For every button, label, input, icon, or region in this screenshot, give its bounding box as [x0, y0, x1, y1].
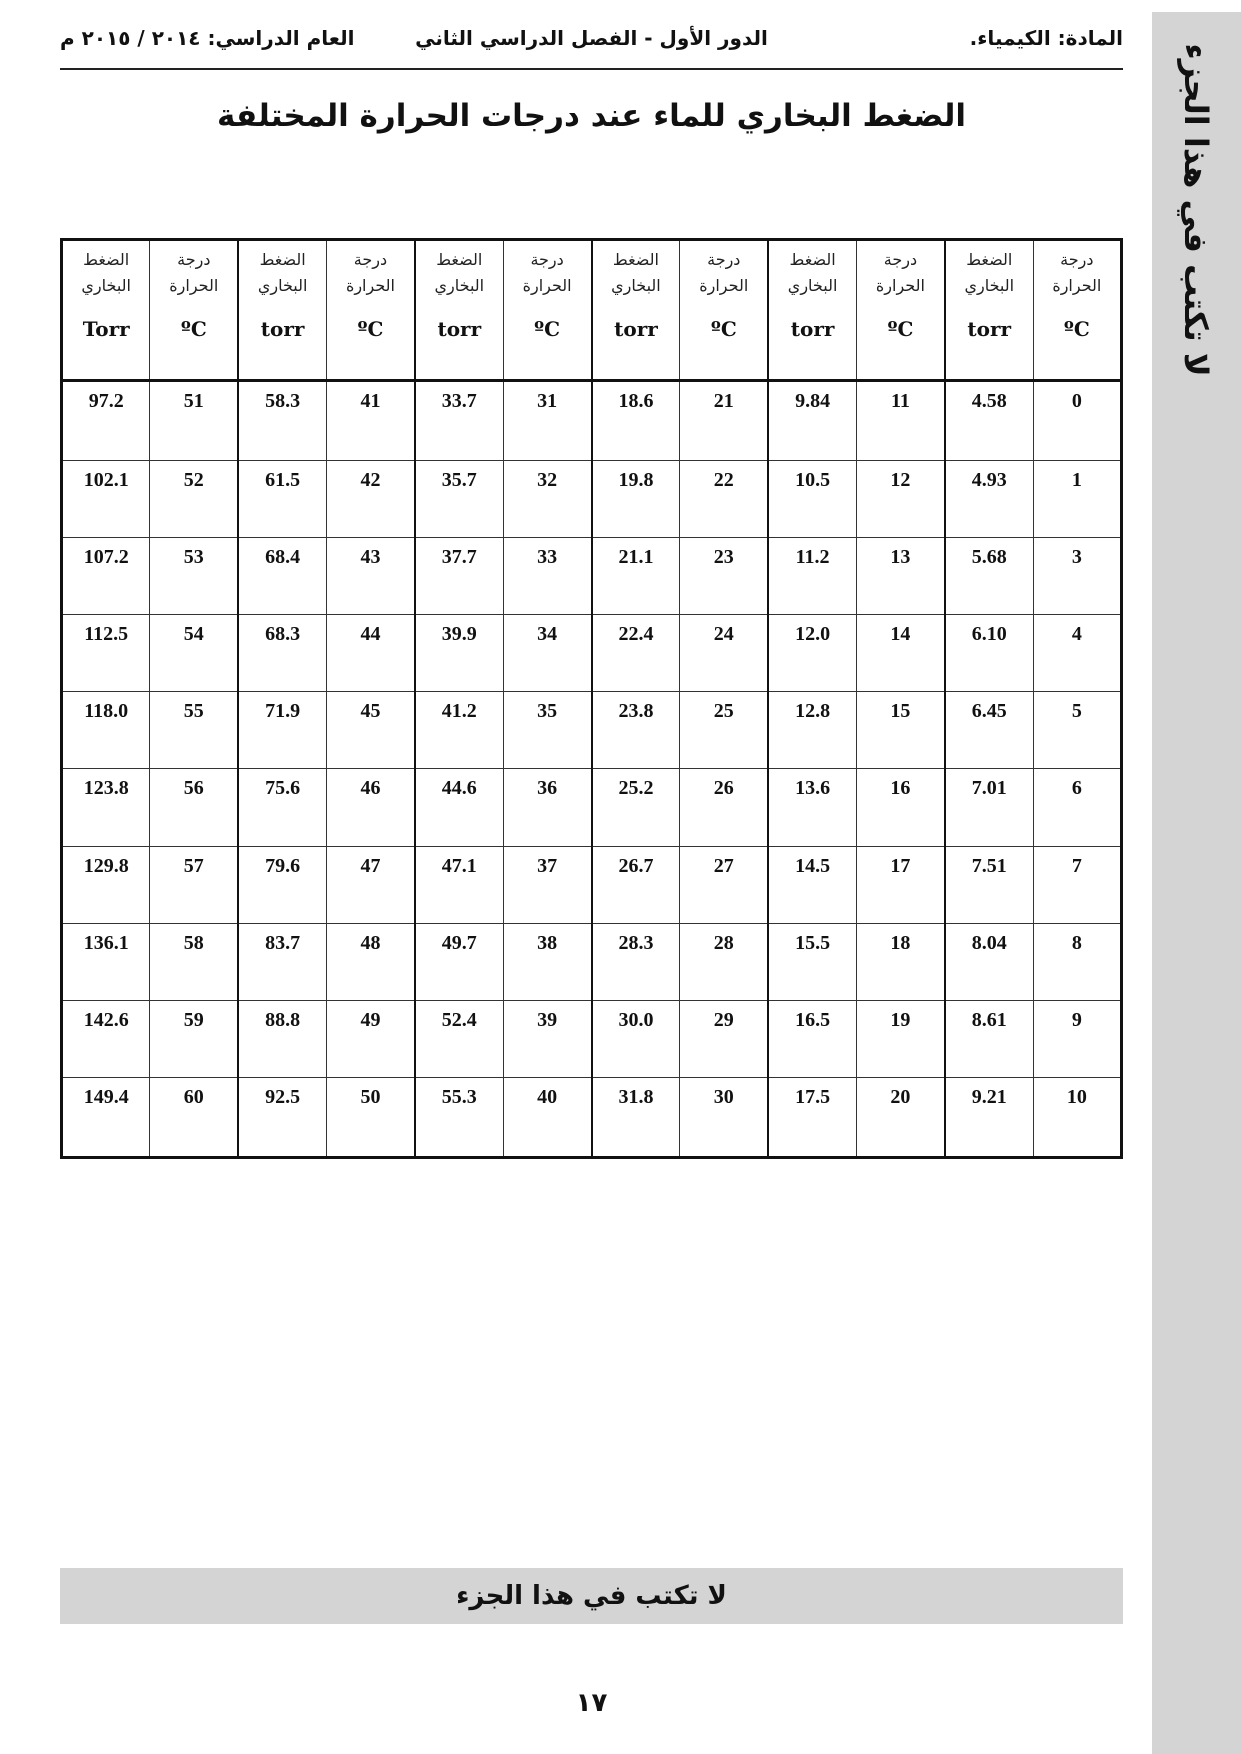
temperature-cell: 48	[327, 923, 415, 1000]
pressure-cell: 6.45	[945, 692, 1033, 769]
temperature-cell: 41	[327, 381, 415, 461]
column-header-label: الضغط	[259, 250, 306, 269]
column-unit: ºC	[887, 317, 914, 341]
pressure-cell: 7.51	[945, 846, 1033, 923]
pressure-cell: 17.5	[768, 1078, 856, 1158]
column-header-label: درجة	[177, 250, 211, 269]
pressure-cell: 92.5	[238, 1078, 326, 1158]
temperature-cell: 23	[680, 537, 768, 614]
temperature-cell: 13	[857, 537, 945, 614]
pressure-cell: 118.0	[62, 692, 150, 769]
temperature-cell: 16	[857, 769, 945, 846]
temperature-cell: 24	[680, 615, 768, 692]
temperature-cell: 14	[857, 615, 945, 692]
temperature-cell: 22	[680, 460, 768, 537]
temperature-cell: 20	[857, 1078, 945, 1158]
temperature-cell: 37	[503, 846, 591, 923]
table-row	[62, 381, 1122, 461]
column-header	[415, 240, 503, 381]
temperature-cell: 53	[150, 537, 238, 614]
column-unit: ºC	[710, 317, 737, 341]
column-header-label: البخاري	[611, 276, 661, 295]
pressure-cell: 39.9	[415, 615, 503, 692]
footer-notice: لا تكتب في هذا الجزء	[456, 1581, 727, 1611]
pressure-cell: 47.1	[415, 846, 503, 923]
temperature-cell: 52	[150, 460, 238, 537]
header-subject: المادة: الكيمياء.	[969, 26, 1123, 50]
column-unit: torr	[790, 317, 835, 341]
column-header	[150, 240, 238, 381]
temperature-cell: 36	[503, 769, 591, 846]
temperature-cell: 15	[857, 692, 945, 769]
page-number: ١٧	[575, 1688, 608, 1718]
page-title: الضغط البخاري للماء عند درجات الحرارة المختلفة	[216, 98, 967, 134]
column-unit: ºC	[357, 317, 384, 341]
pressure-cell: 44.6	[415, 769, 503, 846]
temperature-cell: 51	[150, 381, 238, 461]
temperature-cell: 42	[327, 460, 415, 537]
pressure-cell: 129.8	[62, 846, 150, 923]
temperature-cell: 47	[327, 846, 415, 923]
pressure-cell: 31.8	[592, 1078, 680, 1158]
column-header-label: الحرارة	[522, 276, 572, 295]
temperature-cell: 12	[857, 460, 945, 537]
pressure-cell: 18.6	[592, 381, 680, 461]
pressure-cell: 30.0	[592, 1001, 680, 1078]
column-unit: ºC	[180, 317, 207, 341]
pressure-cell: 71.9	[238, 692, 326, 769]
column-header-label: الحرارة	[875, 276, 925, 295]
temperature-cell: 11	[857, 381, 945, 461]
pressure-cell: 12.0	[768, 615, 856, 692]
temperature-cell: 1	[1033, 460, 1121, 537]
column-header-label: البخاري	[434, 276, 485, 295]
pressure-cell: 8.61	[945, 1001, 1033, 1078]
temperature-cell: 46	[327, 769, 415, 846]
pressure-cell: 16.5	[768, 1001, 856, 1078]
pressure-cell: 11.2	[768, 537, 856, 614]
temperature-cell: 57	[150, 846, 238, 923]
pressure-cell: 4.93	[945, 460, 1033, 537]
temperature-cell: 54	[150, 615, 238, 692]
temperature-cell: 31	[503, 381, 591, 461]
pressure-cell: 49.7	[415, 923, 503, 1000]
header-year: العام الدراسي: ٢٠١٤ / ٢٠١٥ م	[60, 26, 355, 50]
table-row	[62, 537, 1122, 614]
column-header-label: البخاري	[787, 276, 838, 295]
pressure-cell: 25.2	[592, 769, 680, 846]
column-header-label: الضغط	[612, 250, 659, 269]
column-header-label: الضغط	[789, 250, 836, 269]
temperature-cell: 19	[857, 1001, 945, 1078]
temperature-cell: 59	[150, 1001, 238, 1078]
pressure-cell: 15.5	[768, 923, 856, 1000]
pressure-cell: 26.7	[592, 846, 680, 923]
column-header-label: الحرارة	[699, 276, 749, 295]
column-header-label: البخاري	[964, 276, 1015, 295]
temperature-cell: 9	[1033, 1001, 1121, 1078]
pressure-cell: 9.84	[768, 381, 856, 461]
column-header	[503, 240, 591, 381]
temperature-cell: 50	[327, 1078, 415, 1158]
pressure-cell: 37.7	[415, 537, 503, 614]
pressure-cell: 28.3	[592, 923, 680, 1000]
pressure-cell: 13.6	[768, 769, 856, 846]
temperature-cell: 10	[1033, 1078, 1121, 1158]
pressure-cell: 35.7	[415, 460, 503, 537]
temperature-cell: 40	[503, 1078, 591, 1158]
temperature-cell: 49	[327, 1001, 415, 1078]
column-unit: ºC	[534, 317, 561, 341]
temperature-cell: 4	[1033, 615, 1121, 692]
table-row	[62, 460, 1122, 537]
table-row	[62, 1078, 1122, 1158]
temperature-cell: 56	[150, 769, 238, 846]
temperature-cell: 21	[680, 381, 768, 461]
temperature-cell: 26	[680, 769, 768, 846]
pressure-cell: 22.4	[592, 615, 680, 692]
pressure-cell: 9.21	[945, 1078, 1033, 1158]
pressure-cell: 136.1	[62, 923, 150, 1000]
column-unit: ºC	[1063, 317, 1090, 341]
pressure-cell: 5.68	[945, 537, 1033, 614]
column-header	[62, 240, 150, 381]
column-unit: torr	[967, 317, 1012, 341]
pressure-cell: 61.5	[238, 460, 326, 537]
pressure-cell: 123.8	[62, 769, 150, 846]
table-row	[62, 692, 1122, 769]
pressure-cell: 58.3	[238, 381, 326, 461]
pressure-cell: 107.2	[62, 537, 150, 614]
column-header	[238, 240, 326, 381]
pressure-cell: 83.7	[238, 923, 326, 1000]
column-unit: Torr	[82, 317, 130, 341]
pressure-cell: 8.04	[945, 923, 1033, 1000]
temperature-cell: 5	[1033, 692, 1121, 769]
table-body	[62, 381, 1122, 1158]
table-row	[62, 923, 1122, 1000]
pressure-cell: 112.5	[62, 615, 150, 692]
temperature-cell: 58	[150, 923, 238, 1000]
column-unit: torr	[260, 317, 305, 341]
temperature-cell: 44	[327, 615, 415, 692]
column-header-label: درجة	[353, 250, 388, 269]
pressure-cell: 79.6	[238, 846, 326, 923]
footer-notice-bar	[60, 1568, 1123, 1624]
column-header-label: الحرارة	[169, 276, 219, 295]
pressure-cell: 33.7	[415, 381, 503, 461]
pressure-cell: 97.2	[62, 381, 150, 461]
temperature-cell: 43	[327, 537, 415, 614]
column-header-label: البخاري	[257, 276, 308, 295]
column-header-label: درجة	[1060, 250, 1094, 269]
pressure-cell: 102.1	[62, 460, 150, 537]
column-header	[592, 240, 680, 381]
pressure-cell: 52.4	[415, 1001, 503, 1078]
column-header-label: الحرارة	[345, 276, 395, 295]
pressure-cell: 6.10	[945, 615, 1033, 692]
pressure-cell: 55.3	[415, 1078, 503, 1158]
vapor-pressure-table	[60, 238, 1123, 1159]
column-unit: torr	[614, 317, 658, 341]
column-header-label: درجة	[883, 250, 918, 269]
temperature-cell: 29	[680, 1001, 768, 1078]
column-header-label: البخاري	[81, 276, 131, 295]
temperature-cell: 8	[1033, 923, 1121, 1000]
column-header	[768, 240, 856, 381]
temperature-cell: 3	[1033, 537, 1121, 614]
temperature-cell: 0	[1033, 381, 1121, 461]
temperature-cell: 18	[857, 923, 945, 1000]
temperature-cell: 17	[857, 846, 945, 923]
vapor-pressure-table-container	[60, 238, 1123, 1159]
pressure-cell: 88.8	[238, 1001, 326, 1078]
column-unit: torr	[437, 317, 482, 341]
column-header-label: الضغط	[83, 250, 130, 269]
column-header	[857, 240, 945, 381]
pressure-cell: 19.8	[592, 460, 680, 537]
side-notice: لا تكتب في هذا الجزء	[1177, 43, 1215, 377]
pressure-cell: 12.8	[768, 692, 856, 769]
temperature-cell: 30	[680, 1078, 768, 1158]
column-header	[945, 240, 1033, 381]
column-header-label: درجة	[530, 250, 564, 269]
pressure-cell: 41.2	[415, 692, 503, 769]
temperature-cell: 60	[150, 1078, 238, 1158]
pressure-cell: 10.5	[768, 460, 856, 537]
column-header-label: الضغط	[436, 250, 483, 269]
column-header	[680, 240, 768, 381]
column-header-label: الحرارة	[1052, 276, 1102, 295]
temperature-cell: 7	[1033, 846, 1121, 923]
column-header	[1033, 240, 1121, 381]
temperature-cell: 28	[680, 923, 768, 1000]
temperature-cell: 32	[503, 460, 591, 537]
temperature-cell: 39	[503, 1001, 591, 1078]
temperature-cell: 35	[503, 692, 591, 769]
table-row	[62, 1001, 1122, 1078]
temperature-cell: 38	[503, 923, 591, 1000]
pressure-cell: 149.4	[62, 1078, 150, 1158]
pressure-cell: 14.5	[768, 846, 856, 923]
column-header-label: الضغط	[966, 250, 1013, 269]
pressure-cell: 23.8	[592, 692, 680, 769]
temperature-cell: 6	[1033, 769, 1121, 846]
pressure-cell: 68.4	[238, 537, 326, 614]
table-row	[62, 769, 1122, 846]
temperature-cell: 45	[327, 692, 415, 769]
pressure-cell: 4.58	[945, 381, 1033, 461]
pressure-cell: 75.6	[238, 769, 326, 846]
pressure-cell: 68.3	[238, 615, 326, 692]
table-header-row	[62, 240, 1122, 381]
temperature-cell: 27	[680, 846, 768, 923]
pressure-cell: 7.01	[945, 769, 1033, 846]
pressure-cell: 142.6	[62, 1001, 150, 1078]
temperature-cell: 55	[150, 692, 238, 769]
temperature-cell: 33	[503, 537, 591, 614]
header-session: الدور الأول - الفصل الدراسي الثاني	[415, 26, 768, 50]
column-header-label: درجة	[707, 250, 741, 269]
table-row	[62, 615, 1122, 692]
temperature-cell: 34	[503, 615, 591, 692]
temperature-cell: 25	[680, 692, 768, 769]
table-row	[62, 846, 1122, 923]
column-header	[327, 240, 415, 381]
pressure-cell: 21.1	[592, 537, 680, 614]
page-header	[60, 22, 1123, 70]
